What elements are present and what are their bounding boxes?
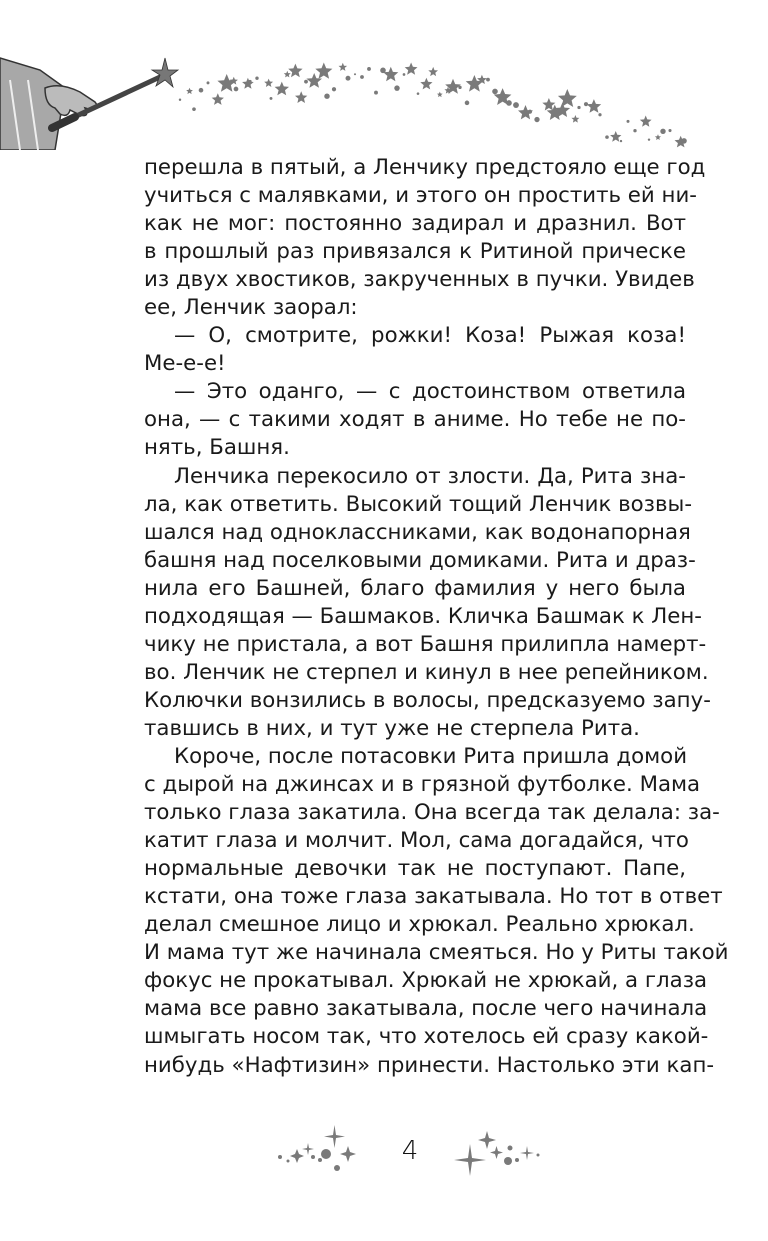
- text-line: нормальные девочки так не поступают. Папе,: [144, 856, 686, 882]
- text-line: шмыгать носом так, что хотелось ей сразу какой-: [144, 1024, 709, 1050]
- star-icon: [420, 78, 432, 90]
- star-icon: [655, 134, 661, 140]
- page-footer: [260, 1110, 560, 1190]
- text-line: как не мог: постоянно задирал и дразнил. Вот: [144, 211, 686, 237]
- star-icon: [284, 71, 291, 78]
- text-line: фокус не прокатывал. Хрюкай не хрюкай, а глаза: [144, 968, 708, 994]
- text-line: во. Ленчик не стерпел и кинул в нее репейником.: [144, 659, 709, 685]
- star-icon: [405, 63, 418, 75]
- sparkle-dot-icon: [346, 76, 351, 81]
- text-line: катит глаза и молчит. Мол, сама догадайся, что: [144, 828, 689, 854]
- star-icon: [339, 63, 348, 71]
- sparkle-dot-icon: [605, 135, 609, 139]
- sparkle-dot-icon: [465, 101, 470, 106]
- sparkle-dot-icon: [486, 78, 490, 82]
- sparkle-dot-icon: [598, 113, 601, 116]
- sparkle-dot-icon: [179, 98, 181, 100]
- text-line: ла, как ответить. Высокий тощий Ленчик возвы-: [144, 491, 693, 517]
- star-icon: [640, 116, 652, 127]
- sparkle-dot-icon: [417, 92, 420, 95]
- text-line: перешла в пятый, а Ленчику предстояло еще год: [144, 155, 706, 180]
- star-icon: [587, 99, 602, 113]
- sparkle-dot-icon: [367, 67, 371, 71]
- sparkle-dot-icon: [513, 102, 519, 108]
- sparkle-dot-icon: [681, 138, 687, 144]
- star-icon: [264, 79, 273, 87]
- star-icon: [428, 67, 438, 76]
- sparkle-dot-icon: [660, 129, 665, 134]
- text-line: тавшись в них, и тут уже не стерпела Рита.: [144, 715, 640, 741]
- sparkle-dot-icon: [577, 106, 580, 109]
- sparkle-dot-icon: [255, 76, 258, 79]
- wand-star-icon: [152, 58, 178, 87]
- sparkle-dot-icon: [199, 88, 204, 93]
- sparkle-dot-icon: [304, 80, 308, 84]
- text-line: кстати, она тоже глаза закатывала. Но тот в ответ: [144, 884, 723, 910]
- sparkle-dot-icon: [506, 100, 512, 106]
- text-line: Ме-е-е!: [144, 351, 226, 377]
- text-line: — Это оданго, — с достоинством ответила: [174, 379, 686, 405]
- page-number: 4: [401, 1136, 419, 1166]
- sparkle-dot-icon: [360, 75, 364, 79]
- star-icon: [275, 82, 289, 96]
- sparkle-trail: [179, 63, 687, 148]
- star-icon: [295, 91, 307, 103]
- sparkle-dot-icon: [458, 86, 461, 89]
- star-icon: [315, 63, 332, 79]
- star-icon: [383, 67, 398, 81]
- text-line: только глаза закатила. Она всегда так делала: за-: [144, 800, 720, 826]
- star-icon: [610, 131, 621, 142]
- text-line: мама все равно закатывала, после чего начинала: [144, 996, 708, 1022]
- star-icon: [437, 92, 443, 98]
- text-line: с дырой на джинсах и в грязной футболке. Мама: [144, 772, 701, 798]
- star-icon: [212, 93, 224, 105]
- sparkle-dot-icon: [354, 73, 356, 75]
- text-line: она, — с такими ходят в аниме. Но тебе не по-: [144, 407, 686, 433]
- star-icon: [466, 75, 483, 92]
- sparkle-dot-icon: [324, 93, 329, 98]
- star-icon: [186, 88, 193, 94]
- sparkle-dot-icon: [248, 80, 251, 83]
- sparkle-dot-icon: [192, 107, 196, 111]
- sparkle-dot-icon: [403, 73, 406, 76]
- sparkle-dot-icon: [534, 117, 539, 122]
- sparkle-dot-icon: [626, 120, 629, 123]
- text-line: — О, смотрите, рожки! Коза! Рыжая коза!: [174, 323, 686, 349]
- page-body-text: [144, 154, 729, 1080]
- sparkle-dot-icon: [528, 110, 532, 114]
- text-line: нила его Башней, благо фамилия у него была: [144, 575, 686, 601]
- sparkle-dot-icon: [492, 89, 498, 95]
- text-line: нять, Башня.: [144, 435, 290, 461]
- text-line: шался над одноклассниками, как водонапорная: [144, 519, 691, 545]
- star-icon: [571, 115, 579, 123]
- sparkle-dot-icon: [394, 85, 399, 90]
- magic-wand-illustration: [0, 30, 768, 150]
- sparkle-dot-icon: [584, 102, 588, 106]
- text-line: Короче, после потасовки Рита пришла домой: [174, 743, 688, 769]
- text-line: И мама тут же начинала смеяться. Но у Риты такой: [144, 940, 729, 966]
- star-icon: [558, 89, 577, 107]
- text-line: нибудь «Нафтизин» принести. Настолько эти кап-: [144, 1052, 715, 1078]
- text-line: ее, Ленчик заорал:: [144, 295, 358, 321]
- sparkle-dot-icon: [668, 129, 671, 132]
- text-line: подходящая — Башмаков. Кличка Башмак к Лен-: [144, 603, 702, 629]
- sparkle-dot-icon: [270, 97, 273, 100]
- text-line: из двух хвостиков, закрученных в пучки. Увидев: [144, 267, 695, 293]
- text-line: башня над поселковыми домиками. Рита и драз-: [144, 547, 696, 573]
- text-line: Колючки вонзились в волосы, предсказуемо запу-: [144, 687, 711, 713]
- sparkle-dot-icon: [620, 140, 622, 142]
- sparkle-dot-icon: [633, 129, 636, 132]
- sparkle-dot-icon: [648, 138, 650, 140]
- text-line: делал смешное лицо и хрюкал. Реально хрюкал.: [144, 912, 695, 938]
- text-line: учиться с малявками, и этого он простить ей ни-: [144, 183, 697, 209]
- star-icon: [242, 78, 254, 89]
- sparkle-dot-icon: [374, 91, 378, 95]
- sparkle-dot-icon: [207, 81, 210, 84]
- sparkle-dot-icon: [234, 87, 239, 92]
- text-line: в прошлый раз привязался к Ритиной прическе: [144, 239, 686, 265]
- text-line: Ленчика перекосило от злости. Да, Рита зна-: [174, 463, 686, 489]
- star-icon: [288, 64, 302, 78]
- text-line: чику не пристала, а вот Башня прилипла намерт-: [144, 631, 707, 657]
- sparkle-dot-icon: [332, 87, 336, 91]
